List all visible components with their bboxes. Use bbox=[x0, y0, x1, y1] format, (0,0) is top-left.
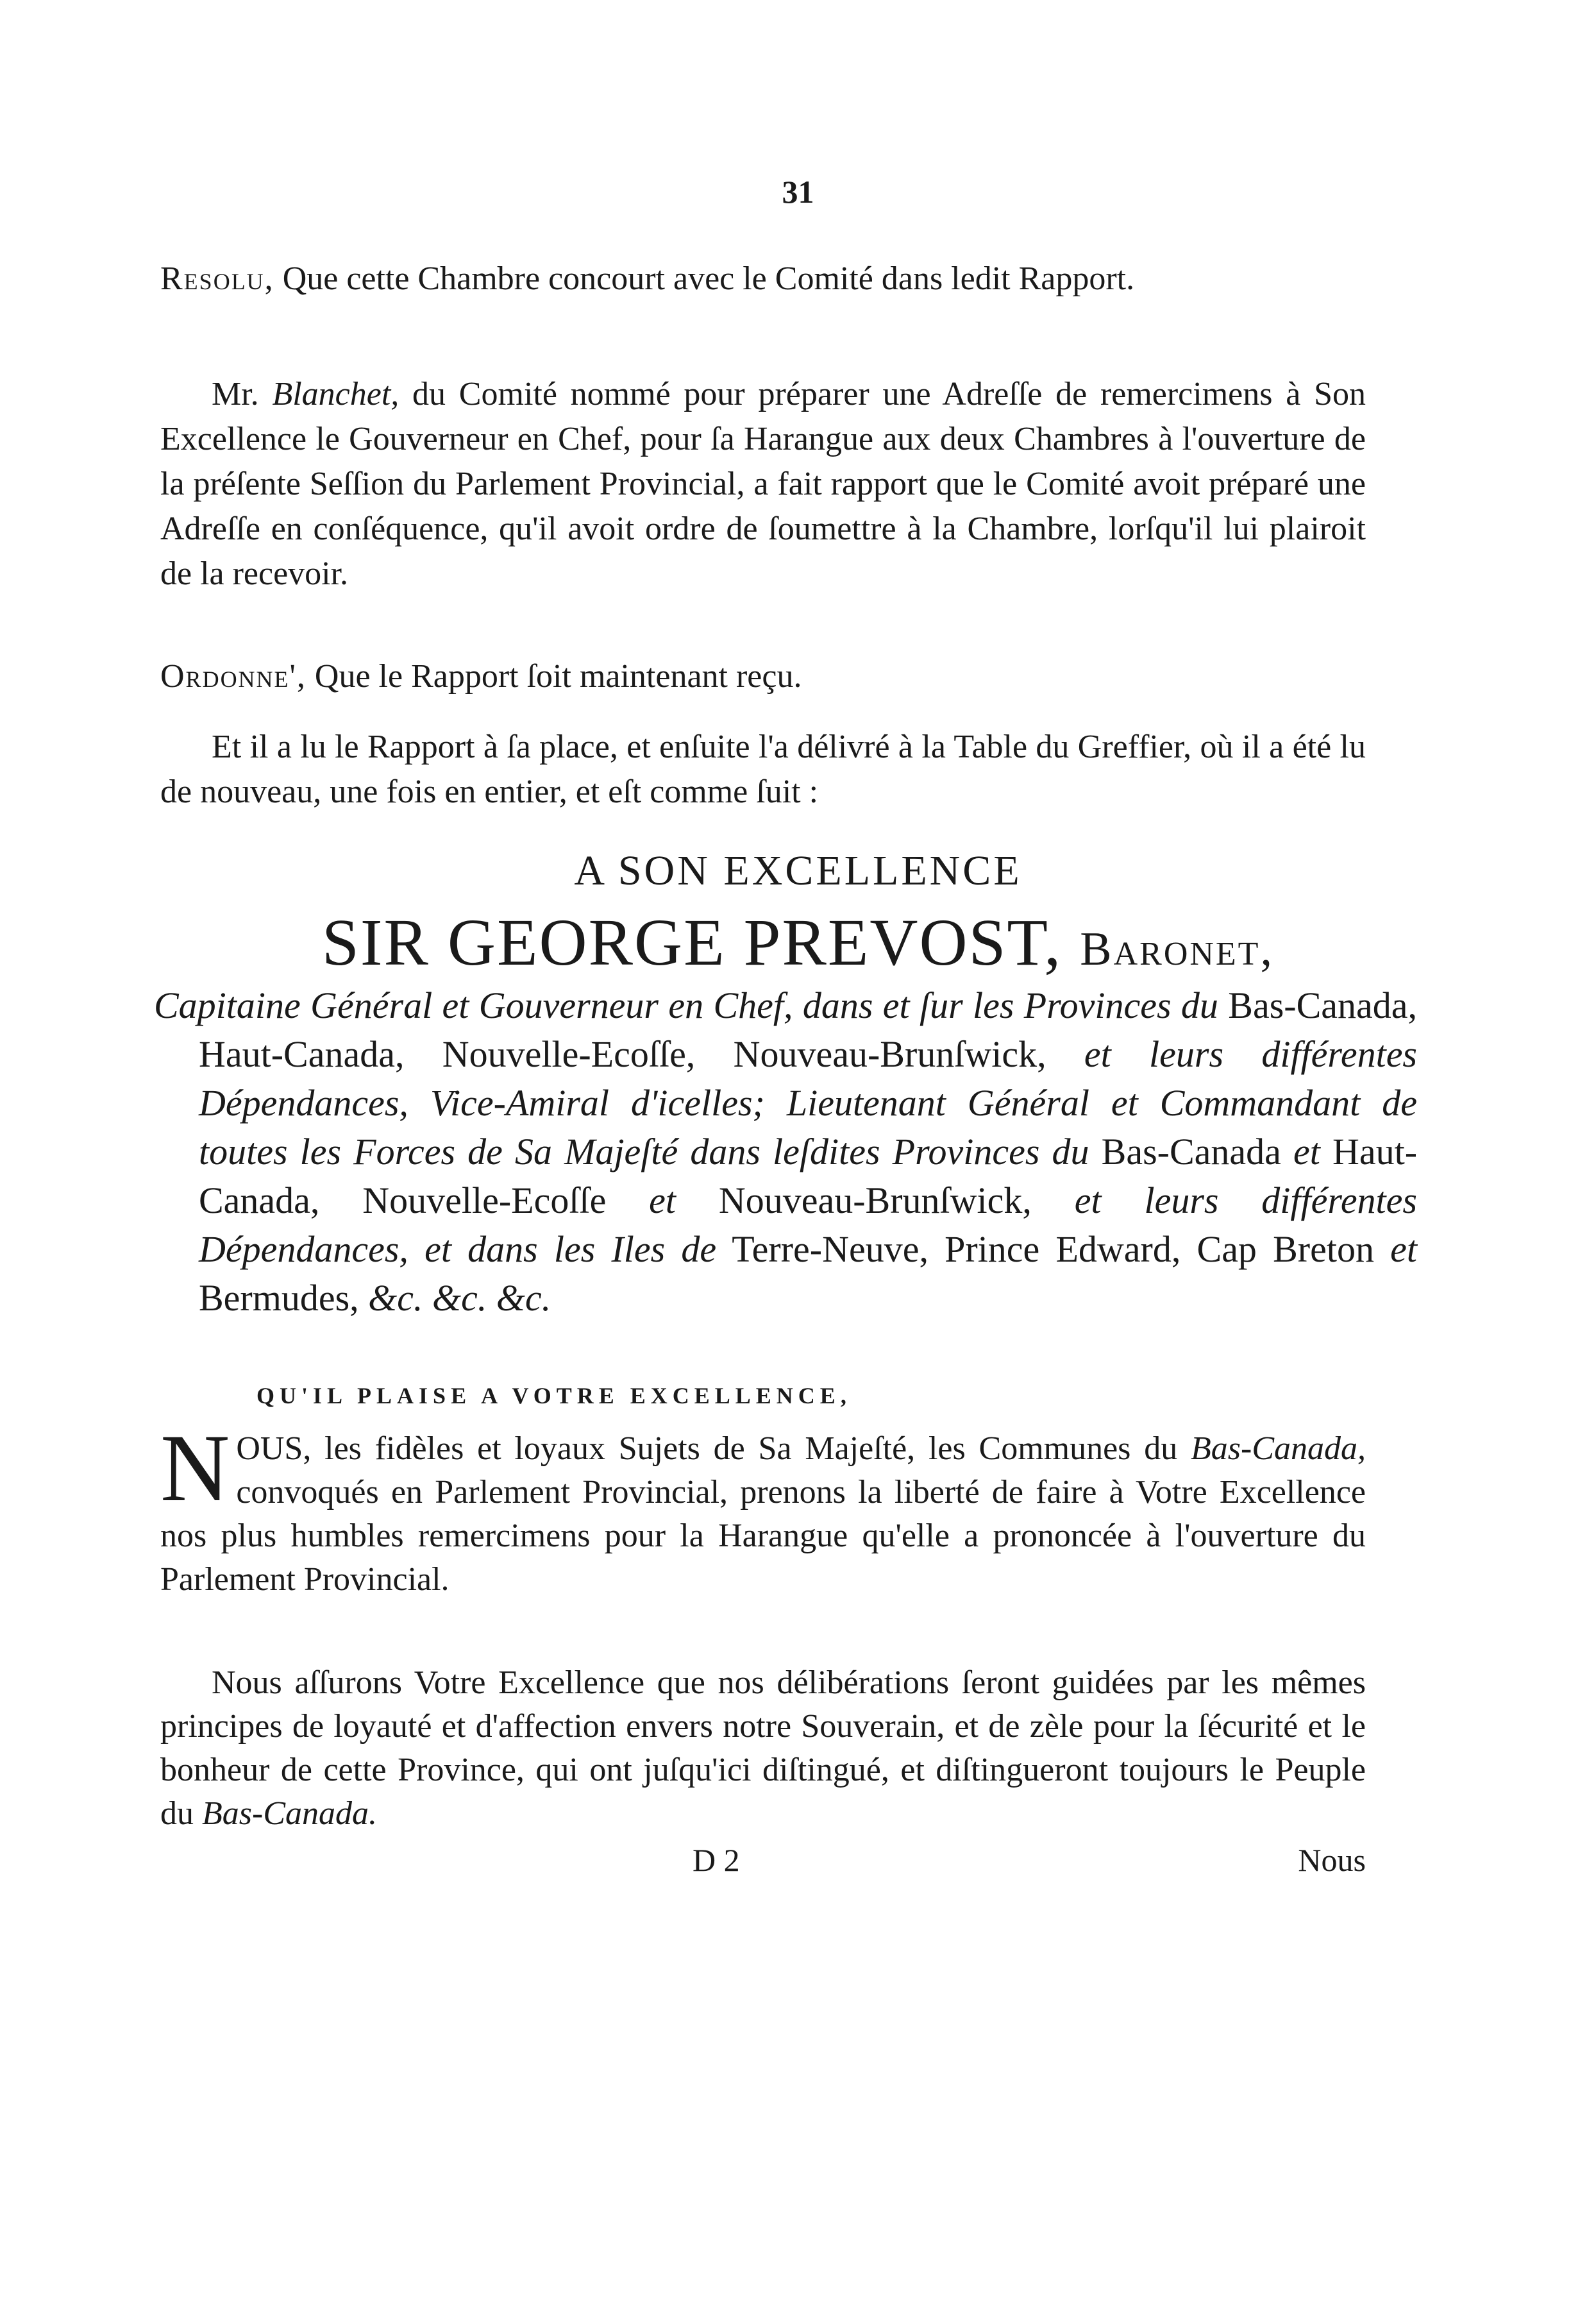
address-title-segment: et bbox=[1293, 1131, 1320, 1172]
address-title-segment: et bbox=[649, 1180, 676, 1221]
ordonne-label: Ordonne', bbox=[160, 658, 307, 695]
assurance-paragraph bbox=[160, 1661, 1366, 1836]
address-title-segment: Bas-Canada, Haut-Canada, Nouvelle-Ecoſſe, Nouveau-Brunſwick, bbox=[199, 985, 1417, 1075]
address-title-segment: Bas-Canada bbox=[1101, 1131, 1281, 1172]
plaise-heading: QU'IL PLAISE A VOTRE EXCELLENCE, bbox=[256, 1383, 852, 1408]
address-title-segment: et leurs différentes Dépendances, Vice-Amiral d'icelles; Lieutenant Général et Commandant de toutes les Forces de Sa Majeſté dans leſdites Provinces du bbox=[199, 1033, 1418, 1172]
address-title-segment: Bermudes, bbox=[199, 1277, 359, 1319]
page-number: 31 bbox=[782, 174, 814, 210]
address-name: SIR GEORGE PREVOST, bbox=[322, 906, 1063, 979]
blanchet-text: du Comité nommé pour préparer une Adreſſe de remercimens à Son Excellence le Gouverneur en Chef, pour ſa Harangue aux deux Chambres à l'ouverture de la préſente Seſſion du Parlement Provincial, a fait rapport que le Comité avoit préparé une Adreſſe en conſéquence, qu'il avoit ordre de ſoumettre à la Chambre, lorſqu'il lui plairoit de la recevoir. bbox=[160, 376, 1366, 592]
nous-text-before: OUS, les fidèles et loyaux Sujets de Sa Majeſté, les Communes du bbox=[236, 1430, 1178, 1467]
drop-cap: N bbox=[160, 1415, 230, 1521]
blanchet-paragraph bbox=[160, 372, 1366, 596]
address-title-segment: et bbox=[1390, 1228, 1417, 1270]
blanchet-name: Blanchet, bbox=[272, 376, 399, 412]
address-title-segment: Nouveau-Brunſwick, bbox=[718, 1180, 1032, 1221]
ordonne-paragraph bbox=[160, 654, 1366, 699]
address-title-segment: Terre-Neuve, Prince Edward, Cap Breton bbox=[732, 1228, 1374, 1270]
address-title-segment: et leurs différentes Dépendances, et dans les Iles de bbox=[199, 1180, 1417, 1270]
assurance-place: Bas-Canada. bbox=[202, 1795, 377, 1832]
nous-text-after: convoqués en Parlement Provincial, prenons la liberté de faire à Votre Excellence nos plus humbles remercimens pour la Harangue qu'elle a prononcée à l'ouverture du Parlement Provincial. bbox=[160, 1474, 1366, 1598]
address-rank: Baronet, bbox=[1080, 923, 1274, 976]
assurance-text: Nous aſſurons Votre Excellence que nos délibérations ſeront guidées par les mêmes principes de loyauté et d'affection envers notre Souverain, et de zèle pour la ſécurité et le bonheur de cette Province, qui ont juſqu'ici diſtingué, et diſtingueront toujours le Peuple du bbox=[160, 1664, 1366, 1832]
nous-place: Bas-Canada, bbox=[1191, 1430, 1366, 1467]
signature-mark: D 2 bbox=[693, 1842, 740, 1878]
et-il-paragraph bbox=[160, 725, 1366, 815]
address-line-1: A SON EXCELLENCE bbox=[574, 847, 1022, 894]
resolu-label: Resolu, bbox=[160, 260, 274, 297]
resolu-paragraph bbox=[160, 257, 1539, 301]
catchword: Nous bbox=[1298, 1842, 1366, 1878]
resolu-text: Que cette Chambre concourt avec le Comité dans ledit Rapport. bbox=[282, 260, 1135, 297]
address-title-segment: Capitaine Général et Gouverneur en Chef, dans et ſur les Provinces du bbox=[154, 985, 1218, 1026]
address-title-segment: &c. &c. &c. bbox=[368, 1277, 551, 1319]
ordonne-text: Que le Rapport ſoit maintenant reçu. bbox=[314, 658, 802, 695]
address-titles bbox=[154, 981, 1417, 1323]
nous-paragraph bbox=[160, 1415, 1366, 1602]
address-name-line bbox=[0, 904, 1596, 981]
blanchet-lead: Mr. bbox=[212, 376, 259, 412]
et-il-text: Et il a lu le Rapport à ſa place, et enſuite l'a délivré à la Table du Greffier, où il a été lu de nouveau, une fois en entier, et eſt comme ſuit : bbox=[160, 729, 1366, 810]
address-title-segment: Haut-Canada, Nouvelle-Ecoſſe bbox=[199, 1131, 1418, 1221]
